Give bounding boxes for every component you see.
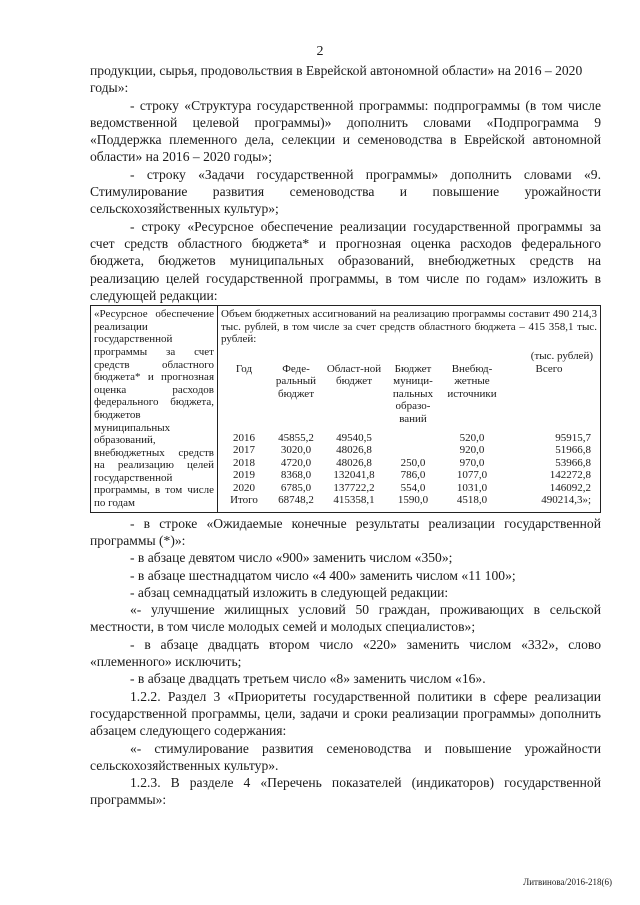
- table-cell: 786,0: [400, 469, 426, 482]
- table-cell: 53966,8: [555, 456, 591, 469]
- table-cell: 68748,2: [278, 494, 314, 507]
- table-cell: 1077,0: [456, 469, 488, 482]
- paragraph: - абзац семнадцатый изложить в следующей редакции:: [130, 584, 449, 600]
- table-content-cell: [218, 306, 601, 513]
- paragraph: «- улучшение жилищных условий 50 граждан, проживающих в сельской местности, в том числе молодых семей и молодых специалистов»;: [90, 602, 601, 635]
- table-cell: 920,0: [459, 444, 485, 457]
- table-cell: 132041,8: [333, 469, 375, 482]
- paragraph: 1.2.3. В разделе 4 «Перечень показателей (индикаторов) государственной программы»:: [90, 775, 601, 808]
- table-cell: 520,0: [459, 431, 485, 444]
- paragraph: продукции, сырья, продовольствия в Еврейской автономной области» на 2016 – 2020 годы»:: [90, 63, 583, 96]
- table-cell: 2020: [233, 481, 255, 494]
- table-cell: 1590,0: [397, 494, 429, 507]
- document-body: [90, 62, 601, 809]
- paragraph: 1.2.2. Раздел 3 «Приоритеты государственной политики в сфере реализации государственной программы, цели, задачи и сроки реализации программы» дополнить абзацем следующего содержания:: [90, 688, 601, 739]
- budget-grid: [221, 363, 597, 508]
- paragraph: - в абзаце девятом число «900» заменить числом «350»;: [130, 550, 453, 566]
- table-cell: 2016: [233, 431, 255, 444]
- table-intro: Объем бюджетных ассигнований на реализацию программы составит 490 214,3 тыс. рублей, в том числе за счет средств областного бюджета – 415 358,1 тыс. рублей:: [221, 308, 597, 346]
- table-cell: 970,0: [459, 456, 485, 469]
- table-cell: 48026,8: [336, 444, 372, 457]
- table-cell: 4518,0: [456, 494, 488, 507]
- footer-code: Литвинова/2016-218(6): [523, 877, 612, 887]
- table-cell: 2019: [233, 469, 255, 482]
- column-header: Бюджет муници-пальных образо-ваний: [392, 362, 434, 425]
- paragraph: - в абзаце двадцать втором число «220» заменить числом «332», слово «племенного» исключить;: [90, 636, 601, 670]
- table-cell: 49540,5: [336, 431, 372, 444]
- table-cell: 490214,3»;: [541, 494, 591, 507]
- paragraph: - в строке «Ожидаемые конечные результаты реализации государственной программы (*)»:: [90, 515, 601, 548]
- table-cell: 250,0: [400, 456, 426, 469]
- paragraph: - в абзаце шестнадцатом число «4 400» заменить числом «11 100»;: [130, 567, 516, 583]
- column-header: Год: [235, 362, 253, 375]
- table-cell: 142272,8: [549, 469, 591, 482]
- table-cell: 137722,2: [333, 481, 375, 494]
- paragraph: - строку «Структура государственной программы: подпрограммы (в том числе ведомственной целевой программы)» дополнить словами «Подпрограмма 9 «Поддержка племенного дела, селекции и семеноводства в Еврейской автономной области» на 2016 – 2020 годы»;: [90, 97, 601, 165]
- table-row-label: «Ресурсное обеспечение реализации государственной программы за счет средств областного бюджета* и прогнозная оценка расходов федерального бюджета, бюджетов муниципальных образований, внебюджетных средств на реализацию целей государственной программы, в том числе по годам: [91, 306, 218, 513]
- table-cell: 45855,2: [278, 431, 314, 444]
- table-cell: 4720,0: [280, 456, 312, 469]
- resource-table: [90, 305, 601, 513]
- table-cell: 2018: [233, 456, 255, 469]
- table-cell: 95915,7: [555, 431, 591, 444]
- column-header: Феде-ральный бюджет: [275, 362, 317, 400]
- table-cell: 51966,8: [555, 444, 591, 457]
- table-cell: 554,0: [400, 481, 426, 494]
- paragraph: «- стимулирование развития семеноводства и повышение урожайности сельскохозяйственных культур».: [90, 740, 601, 773]
- column-header: Внебюд-жетные источники: [447, 362, 497, 400]
- paragraph: - в абзаце двадцать третьем число «8» заменить числом «16».: [130, 671, 486, 687]
- table-cell: 2017: [233, 444, 255, 457]
- table-cell: 8368,0: [280, 469, 312, 482]
- column-header: Област-ной бюджет: [326, 362, 382, 388]
- table-cell: 3020,0: [280, 444, 312, 457]
- page-number: 2: [316, 44, 324, 59]
- paragraph: - строку «Задачи государственной программы» дополнить словами «9. Стимулирование развития семеноводства и повышение урожайности сельскохозяйственных культур»;: [90, 166, 601, 217]
- table-cell: 146092,2: [549, 481, 591, 494]
- unit-note: (тыс. рублей): [530, 349, 593, 362]
- paragraph: - строку «Ресурсное обеспечение реализации государственной программы за счет средств областного бюджета* и прогнозная оценка расходов федерального бюджета, бюджетов муниципальных образований, внебюджетных средств на реализацию целей государственной программы, в том числе по годам» изложить в следующей редакции:: [90, 218, 601, 303]
- table-cell: Итого: [230, 494, 258, 507]
- table-cell: 415358,1: [333, 494, 375, 507]
- table-cell: 6785,0: [280, 481, 312, 494]
- table-cell: 1031,0: [456, 481, 488, 494]
- table-cell: 48026,8: [336, 456, 372, 469]
- column-header: Всего: [535, 362, 563, 375]
